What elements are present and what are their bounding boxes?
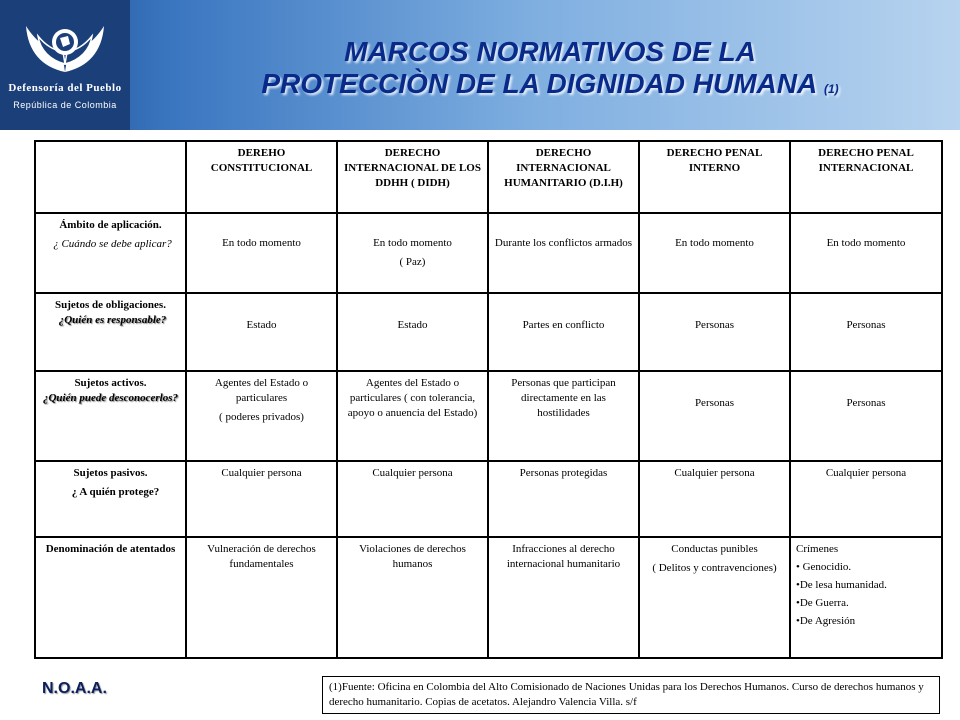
table-cell: Cualquier persona (186, 461, 337, 537)
table-cell: Cualquier persona (639, 461, 790, 537)
table-cell: Agentes del Estado o particulares ( con tolerancia, apoyo o anuencia del Estado) (337, 371, 488, 461)
crime-item: •De Guerra. (796, 597, 849, 609)
table-cell (186, 371, 337, 461)
cell-text: Agentes del Estado o particulares (214, 377, 309, 404)
crime-item: •De Agresión (796, 615, 856, 627)
table-cell: En todo momento (186, 213, 337, 293)
crime-item: • Genocidio. (796, 561, 852, 573)
title-line-1: MARCOS NORMATIVOS DE LA (344, 36, 756, 67)
column-header: DERECHO PENAL INTERNO (639, 141, 790, 213)
table-cell: Cualquier persona (337, 461, 488, 537)
table-row (35, 461, 942, 537)
table-cell (639, 537, 790, 658)
author-initials: N.O.A.A. (42, 680, 107, 697)
table-cell: Partes en conflicto (488, 293, 639, 371)
table-cell (337, 213, 488, 293)
table-cell: Personas que participan directamente en las hostilidades (488, 371, 639, 461)
title-line-2: PROTECCIÒN DE LA DIGNIDAD HUMANA (261, 68, 817, 99)
cell-text: Conductas punibles (671, 543, 758, 555)
table-row (35, 293, 942, 371)
row-label: Sujetos de obligaciones. (55, 299, 166, 311)
cell-extra: ( Delitos y contravenciones) (652, 562, 777, 574)
row-label: Sujetos pasivos. (73, 467, 148, 479)
row-question: ¿ Cuándo se debe aplicar? (53, 238, 172, 250)
cell-extra: ( poderes privados) (219, 411, 304, 423)
table-header-row (35, 141, 942, 213)
row-label: Ámbito de aplicación. (59, 219, 162, 231)
table-cell: Personas (639, 371, 790, 461)
column-header: DERECHO INTERNACIONAL DE LOS DDHH ( DIDH) (337, 141, 488, 213)
crime-item: •De lesa humanidad. (796, 579, 887, 591)
row-header (35, 461, 186, 537)
crimes-title: Crímenes (796, 543, 839, 555)
table-cell: Personas (790, 371, 942, 461)
row-header (35, 371, 186, 461)
row-question: ¿Quién es responsable? (58, 314, 167, 326)
source-note: (1)Fuente: Oficina en Colombia del Alto Comisionado de Naciones Unidas para los Derechos Humanos. Curso de derechos humanos y derecho humanitario. Copias de acetatos. Alejandro Valencia Villa. s/f (322, 676, 940, 714)
corner-cell (35, 141, 186, 213)
logo-name: Defensoría del Pueblo (8, 82, 122, 94)
table-cell: Personas (790, 293, 942, 371)
table-cell: Vulneración de derechos fundamentales (186, 537, 337, 658)
table-cell: Durante los conflictos armados (488, 213, 639, 293)
row-label: Denominación de atentados (45, 543, 176, 555)
cell-extra: ( Paz) (399, 256, 426, 268)
table-cell: Personas (639, 293, 790, 371)
row-header (35, 213, 186, 293)
table-cell: En todo momento (790, 213, 942, 293)
table-cell: Estado (186, 293, 337, 371)
cell-text: En todo momento (373, 237, 452, 249)
row-header (35, 293, 186, 371)
table-row (35, 537, 942, 658)
logo-subtitle: República de Colombia (13, 100, 117, 110)
title-reference: (1) (823, 82, 839, 96)
row-label: Sujetos activos. (74, 377, 147, 389)
column-header: DERECHO PENAL INTERNACIONAL (790, 141, 942, 213)
table-cell: Infracciones al derecho internacional humanitario (488, 537, 639, 658)
table-row (35, 213, 942, 293)
normative-frameworks-table (34, 140, 943, 659)
table-row (35, 371, 942, 461)
column-header: DERECHO INTERNACIONAL HUMANITARIO (D.I.H) (488, 141, 639, 213)
logo (0, 0, 130, 130)
row-header (35, 537, 186, 658)
table-cell: En todo momento (639, 213, 790, 293)
crimes-cell (790, 537, 942, 658)
row-question: ¿Quién puede desconocerlos? (42, 392, 179, 404)
row-question: ¿ A quién protege? (71, 486, 160, 498)
column-header: DEREHO CONSTITUCIONAL (186, 141, 337, 213)
table-cell: Violaciones de derechos humanos (337, 537, 488, 658)
table-cell: Cualquier persona (790, 461, 942, 537)
table-cell: Estado (337, 293, 488, 371)
header-banner (0, 0, 960, 130)
page-title (140, 36, 960, 105)
table-cell: Personas protegidas (488, 461, 639, 537)
dove-emblem-icon (22, 12, 108, 80)
